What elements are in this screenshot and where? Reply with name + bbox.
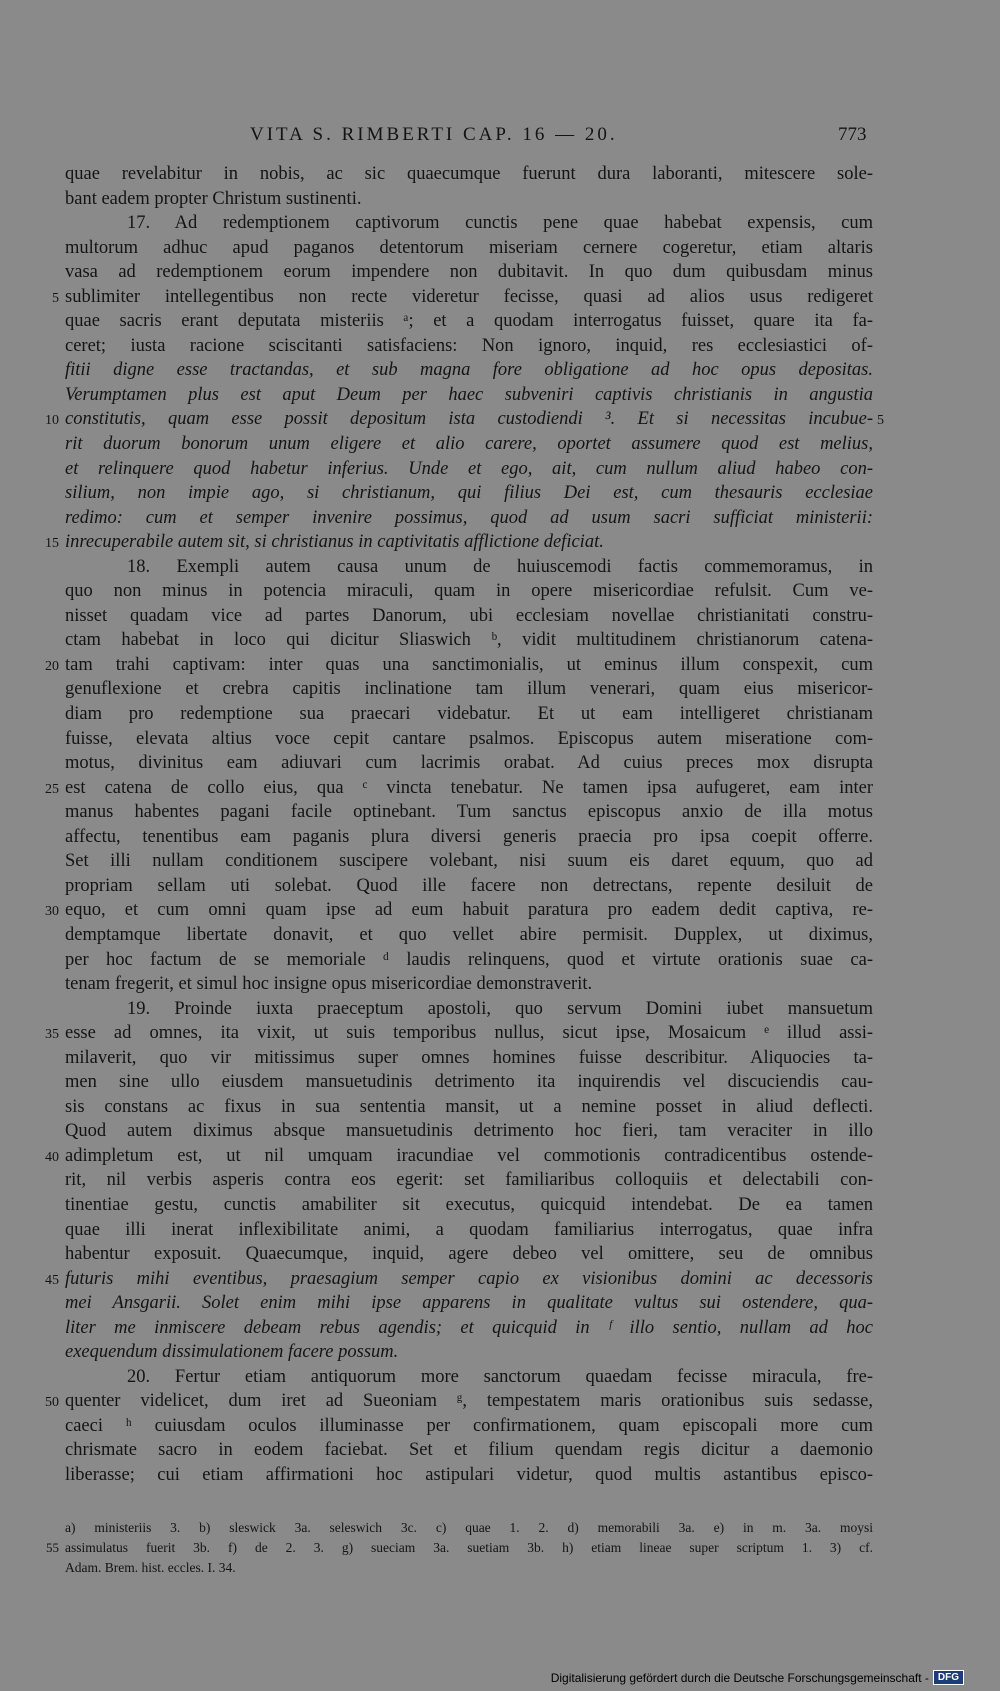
line-text: Quod autem diximus absque mansuetudinis detrimento hoc fieri, tam veraciter in illo	[65, 1121, 873, 1142]
line-text: ctam habebat in loco qui dicitur Sliaswich ᵇ, vidit multitudinem christianorum catena-	[65, 630, 873, 651]
line-text: Verumptamen plus est aput Deum per haec subveniri captivis christianis in angustia	[65, 384, 873, 405]
line-text: est catena de collo eius, qua ᶜ vincta tenebatur. Ne tamen ipsa aufugeret, eam inter	[65, 777, 873, 798]
text-line	[65, 1070, 873, 1095]
line-text: rit duorum bonorum unum eligere et alio carere, oportet assumere quod est melius,	[65, 434, 873, 455]
text-line	[65, 236, 873, 261]
text-line	[65, 1365, 873, 1390]
line-text: 20. Fertur etiam antiquorum more sanctorum quaedam fecisse miracula, fre-	[127, 1366, 873, 1387]
text-line	[65, 948, 873, 973]
line-text: constitutis, quam esse possit depositum ista custodiendi ³. Et si necessitas incubue-	[65, 409, 873, 430]
text-line	[65, 1414, 873, 1439]
line-number: 20	[45, 658, 59, 674]
text-line	[45, 1144, 873, 1169]
line-text: futuris mihi eventibus, praesagium semper capio ex visionibus domini ac decessoris	[65, 1268, 873, 1289]
text-line	[65, 260, 873, 285]
text-line	[65, 1095, 873, 1120]
text-line	[65, 334, 873, 359]
line-text: fuisse, elevata altius voce cepit cantare psalmos. Episcopus autem miseratione com-	[65, 728, 873, 749]
credit-text: Digitalisierung gefördert durch die Deutsche Forschungsgemeinschaft -	[550, 1670, 929, 1685]
line-text: quae illi inerat inflexibilitate animi, a quodam familiarius interrogatus, quae infra	[65, 1219, 873, 1240]
text-line	[65, 1291, 873, 1316]
line-text: milaverit, quo vir mitissimus super omnes homines fuisse describitur. Aliquocies ta-	[65, 1047, 873, 1068]
line-text: diam pro redemptione sua praecari videbatur. Et ut eam intelligeret christianam	[65, 704, 873, 725]
text-line	[65, 849, 873, 874]
line-text: rit, nil verbis asperis contra eos egerit: set familiaribus colloquiis et delectabili con-	[65, 1170, 873, 1191]
text-line	[65, 1193, 873, 1218]
text-line	[65, 187, 873, 212]
text-line	[65, 555, 873, 580]
line-text: 17. Ad redemptionem captivorum cunctis pene quae habebat expensis, cum	[127, 213, 873, 234]
line-number: 30	[45, 904, 59, 920]
line-text: demptamque libertate donavit, et quo vellet abire permisit. Dupplex, ut diximus,	[65, 924, 873, 945]
text-line	[65, 309, 873, 334]
text-line	[45, 1389, 873, 1414]
text-line	[65, 604, 873, 629]
line-text: adimpletum est, ut nil umquam iracundiae vel commotionis contradicentibus ostende-	[65, 1145, 873, 1166]
margin-note-number: 5	[877, 413, 884, 429]
line-text: motus, divinitus eam adiuvari cum lacrimis orabat. Ad cuius preces mox disrupta	[65, 753, 873, 774]
line-text: sis constans ac fixus in sua sententia mansit, ut a nemine posset in aliud deflecti.	[65, 1096, 873, 1117]
text-line	[65, 1463, 873, 1488]
footnotes	[46, 1518, 873, 1578]
text-line	[65, 162, 873, 187]
footnote-line	[65, 1518, 873, 1538]
line-text: quo non minus in potencia miraculi, quam in opere misericordiae refulsit. Cum ve-	[65, 581, 873, 602]
text-line	[65, 1168, 873, 1193]
text-line	[65, 677, 873, 702]
text-line	[65, 358, 873, 383]
line-text: et relinquere quod habetur inferius. Unde et ego, ait, cum nullum aliud habeo con-	[65, 458, 873, 479]
digitization-credit	[551, 1670, 964, 1685]
line-text: tam trahi captivam: inter quas una sanctimonialis, ut eminus illum conspexit, cum	[65, 654, 873, 675]
text-line	[65, 1046, 873, 1071]
text-line	[65, 383, 873, 408]
line-text: inrecuperabile autem sit, si christianus in captivitatis afflictione deficiat.	[65, 532, 604, 553]
line-text: per hoc factum de se memoriale ᵈ laudis relinquens, quod et virtute orationis suae ca-	[65, 949, 873, 970]
line-text: vasa ad redemptionem eorum impendere non dubitavit. In quo dum quibusdam minus	[65, 262, 873, 283]
text-line	[65, 457, 873, 482]
text-line	[65, 825, 873, 850]
line-text: tenam fregerit, et simul hoc insigne opus misericordiae demonstraverit.	[65, 974, 593, 995]
text-line	[65, 1218, 873, 1243]
text-line	[65, 1316, 873, 1341]
text-line	[45, 653, 873, 678]
text-line	[45, 776, 873, 801]
line-text: affectu, tenentibus eam paganis plura diversi generis praecia pro ipsa coepit offerre.	[65, 826, 873, 847]
line-text: manus habentes pagani facile optinebant. Tum sanctus episcopus anxio de illa motus	[65, 802, 873, 823]
line-number: 15	[45, 536, 59, 552]
footnote-text: Adam. Brem. hist. eccles. I. 34.	[65, 1560, 236, 1575]
line-text: caeci ʰ cuiusdam oculos illuminasse per confirmationem, quam episcopali more cum	[65, 1415, 873, 1436]
line-text: sublimiter intellegentibus non recte videretur fecisse, quasi ad alios usus redigeret	[65, 286, 873, 307]
line-text: genuflexione et crebra capitis inclinatione tam illum venerari, quam eius misericor-	[65, 679, 873, 700]
line-number: 10	[45, 413, 59, 429]
line-text: mei Ansgarii. Solet enim mihi ipse apparens in qualitate vultus sui ostendere, qua-	[65, 1293, 873, 1314]
running-head: VITA S. RIMBERTI CAP. 16 — 20.	[250, 124, 618, 145]
footnote-text: a) ministeriis 3. b) sleswick 3a. seleswich 3c. c) quae 1. 2. d) memorabili 3a. e) in m. 3a. moysi	[65, 1520, 873, 1535]
line-text: tinentiae gestu, cunctis amabiliter sit executus, quicquid intendebat. De ea tamen	[65, 1194, 873, 1215]
line-text: chrismate sacro in eodem faciebat. Set et filium quendam regis dicitur a daemonio	[65, 1440, 873, 1461]
text-line	[65, 628, 873, 653]
text-line	[65, 997, 873, 1022]
line-text: liter me inmiscere debeam rebus agendis; et quicquid in ᶠ illo sentio, nullam ad hoc	[65, 1317, 873, 1338]
text-line	[65, 923, 873, 948]
text-line	[65, 1119, 873, 1144]
line-text: liberasse; cui etiam affirmationi hoc astipulari videtur, quod multis astantibus episco-	[65, 1464, 873, 1485]
line-text: quae revelabitur in nobis, ac sic quaecumque fuerunt dura laboranti, mitescere sole-	[65, 164, 873, 184]
line-text: habentur exposuit. Quaecumque, inquid, agere debeo vel omittere, seu de omnibus	[65, 1244, 873, 1265]
line-text: multorum adhuc apud paganos detentorum miseriam cernere cogeretur, etiam altaris	[65, 237, 873, 258]
text-line	[65, 751, 873, 776]
line-text: silium, non impie ago, si christianum, qui filius Dei est, cum thesauris ecclesiae	[65, 483, 873, 504]
dfg-logo: DFG	[933, 1670, 964, 1685]
line-number: 50	[45, 1395, 59, 1411]
body-text	[45, 162, 884, 1488]
text-line	[65, 1438, 873, 1463]
text-line	[65, 727, 873, 752]
text-line	[65, 481, 873, 506]
line-text: quae sacris erant deputata misteriis ᵃ; et a quodam interrogatus fuisset, quare ita fa-	[65, 311, 873, 332]
text-line	[65, 432, 873, 457]
text-line	[65, 1242, 873, 1267]
line-number: 45	[45, 1272, 59, 1288]
text-line	[65, 506, 873, 531]
text-line	[65, 874, 873, 899]
line-number: 35	[45, 1027, 59, 1043]
line-text: exequendum dissimulationem facere possum.	[65, 1342, 399, 1363]
text-line	[45, 1021, 873, 1046]
footnote-line	[65, 1558, 873, 1578]
line-text: 18. Exempli autem causa unum de huiuscemodi factis commemoramus, in	[127, 556, 873, 577]
line-number: 5	[52, 290, 59, 306]
line-number: 40	[45, 1149, 59, 1165]
line-text: bant eadem propter Christum sustinenti.	[65, 188, 362, 209]
text-line	[65, 1340, 873, 1365]
line-text: equo, et cum omni quam ipse ad eum habuit paratura pro eadem dedit captiva, re-	[65, 900, 873, 921]
page-number: 773	[838, 124, 867, 145]
text-line	[65, 800, 873, 825]
text-line	[52, 285, 873, 310]
line-number: 25	[45, 781, 59, 797]
line-text: 19. Proinde iuxta praeceptum apostoli, quo servum Domini iubet mansuetum	[127, 998, 873, 1019]
line-number: 55	[46, 1540, 59, 1555]
text-line	[45, 407, 884, 432]
text-line	[65, 702, 873, 727]
text-line	[65, 972, 873, 997]
text-line	[45, 530, 873, 555]
line-text: fitii digne esse tractandas, et sub magna fore obligatione ad hoc opus depositas.	[65, 360, 873, 381]
line-text: Set illi nullam conditionem suscipere volebant, nisi suum eis daret equum, quo ad	[65, 851, 873, 872]
line-text: nisset quadam vice ad partes Danorum, ubi ecclesiam novellae christianitati constru-	[65, 605, 873, 626]
text-line	[45, 898, 873, 923]
footnote-text: assimulatus fuerit 3b. f) de 2. 3. g) sueciam 3a. suetiam 3b. h) etiam lineae super scriptum 1. 3) cf.	[65, 1540, 873, 1555]
line-text: redimo: cum et semper invenire possimus, quod ad usum sacri sufficiat ministerii:	[65, 507, 873, 528]
line-text: men sine ullo eiusdem mansuetudinis detrimento ita inquirendis vel discuciendis cau-	[65, 1072, 873, 1093]
line-text: quenter videlicet, dum iret ad Sueoniam ᵍ, tempestatem maris orationibus suis sedasse,	[65, 1391, 873, 1412]
line-text: ceret; iusta racione sciscitanti satisfaciens: Non ignoro, inquid, res ecclesiastici of-	[65, 335, 873, 356]
line-text: esse ad omnes, ita vixit, ut suis temporibus nullus, sicut ipse, Mosaicum ᵉ illud assi-	[65, 1023, 873, 1044]
text-line	[45, 1267, 873, 1292]
text-line	[65, 211, 873, 236]
footnote-line	[46, 1538, 873, 1558]
line-text: propriam sellam uti solebat. Quod ille facere non detrectans, repente desiluit de	[65, 875, 873, 896]
text-line	[65, 579, 873, 604]
